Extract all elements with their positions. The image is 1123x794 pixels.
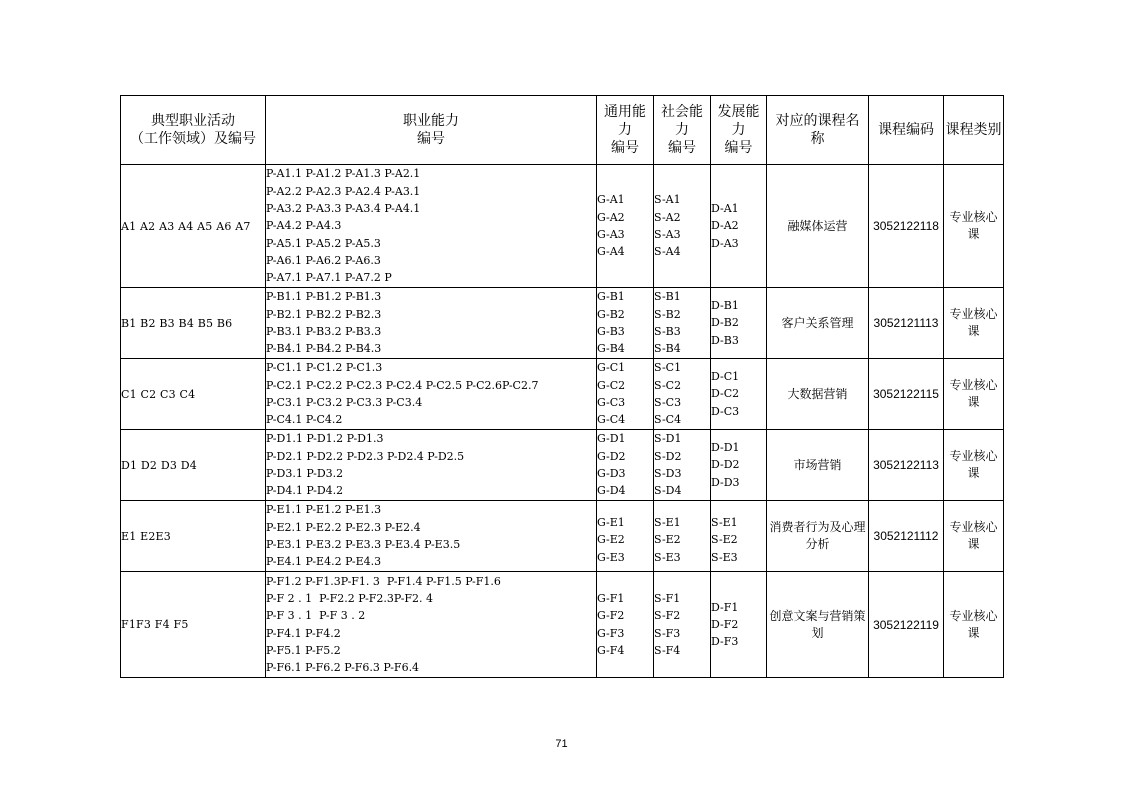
course-type-cell: 专业核心 课 [944,572,1004,678]
course-code-cell: 3052122118 [869,165,944,288]
course-code-cell: 3052121113 [869,288,944,359]
table-row [121,288,1004,359]
header-activity: 典型职业活动 （工作领域）及编号 [121,96,266,165]
social-ability-cell: S-F1 S-F2 S-F3 S-F4 [654,572,711,678]
general-ability-cell: G-C1 G-C2 G-C3 G-C4 [597,359,654,430]
header-course-type: 课程类别 [944,96,1004,165]
course-type-cell: 专业核心 课 [944,165,1004,288]
table-row [121,501,1004,572]
activity-cell: C1 C2 C3 C4 [121,359,266,430]
course-code-cell: 3052122115 [869,359,944,430]
ability-cell: P-A1.1 P-A1.2 P-A1.3 P-A2.1 P-A2.2 P-A2.3 P-A2.4 P-A3.1 P-A3.2 P-A3.3 P-A3.4 P-A4.1 P-A4.2 P-A4.3 P-A5.1 P-A5.2 P-A5.3 P-A6.1 P-A6.2 P-A6.3 P-A7.1 P-A7.1 P-A7.2 P [266,165,597,288]
course-code-cell: 3052121112 [869,501,944,572]
course-name-cell: 大数据营销 [767,359,869,430]
ability-cell: P-F1.2 P-F1.3P-F1. 3 P-F1.4 P-F1.5 P-F1.6 P-F 2 . 1 P-F2.2 P-F2.3P-F2. 4 P-F 3 . 1 P-F 3 . 2 P-F4.1 P-F4.2 P-F5.1 P-F5.2 P-F6.1 P-F6.2 P-F6.3 P-F6.4 [266,572,597,678]
course-name-cell: 创意文案与营销策 划 [767,572,869,678]
ability-cell: P-E1.1 P-E1.2 P-E1.3 P-E2.1 P-E2.2 P-E2.3 P-E2.4 P-E3.1 P-E3.2 P-E3.3 P-E3.4 P-E3.5 P-E4.1 P-E4.2 P-E4.3 [266,501,597,572]
general-ability-cell: G-D1 G-D2 G-D3 G-D4 [597,430,654,501]
social-ability-cell: S-A1 S-A2 S-A3 S-A4 [654,165,711,288]
activity-cell: B1 B2 B3 B4 B5 B6 [121,288,266,359]
course-name-cell: 消费者行为及心理 分析 [767,501,869,572]
table-row [121,572,1004,678]
general-ability-cell: G-B1 G-B2 G-B3 G-B4 [597,288,654,359]
social-ability-cell: S-D1 S-D2 S-D3 S-D4 [654,430,711,501]
activity-cell: F1F3 F4 F5 [121,572,266,678]
course-name-cell: 客户关系管理 [767,288,869,359]
development-ability-cell: D-A1 D-A2 D-A3 [711,165,767,288]
ability-cell: P-D1.1 P-D1.2 P-D1.3 P-D2.1 P-D2.2 P-D2.3 P-D2.4 P-D2.5 P-D3.1 P-D3.2 P-D4.1 P-D4.2 [266,430,597,501]
course-code-cell: 3052122119 [869,572,944,678]
social-ability-cell: S-E1 S-E2 S-E3 [654,501,711,572]
activity-cell: D1 D2 D3 D4 [121,430,266,501]
development-ability-cell: S-E1 S-E2 S-E3 [711,501,767,572]
course-type-cell: 专业核心 课 [944,501,1004,572]
activity-cell: A1 A2 A3 A4 A5 A6 A7 [121,165,266,288]
ability-cell: P-B1.1 P-B1.2 P-B1.3 P-B2.1 P-B2.2 P-B2.3 P-B3.1 P-B3.2 P-B3.3 P-B4.1 P-B4.2 P-B4.3 [266,288,597,359]
header-general: 通用能 力 编号 [597,96,654,165]
social-ability-cell: S-C1 S-C2 S-C3 S-C4 [654,359,711,430]
course-type-cell: 专业核心 课 [944,359,1004,430]
development-ability-cell: D-D1 D-D2 D-D3 [711,430,767,501]
page-number: 71 [555,738,568,750]
general-ability-cell: G-E1 G-E2 G-E3 [597,501,654,572]
header-development: 发展能 力 编号 [711,96,767,165]
course-type-cell: 专业核心 课 [944,430,1004,501]
course-type-cell: 专业核心 课 [944,288,1004,359]
ability-cell: P-C1.1 P-C1.2 P-C1.3 P-C2.1 P-C2.2 P-C2.3 P-C2.4 P-C2.5 P-C2.6P-C2.7 P-C3.1 P-C3.2 P-C3.3 P-C3.4 P-C4.1 P-C4.2 [266,359,597,430]
header-ability: 职业能力 编号 [266,96,597,165]
header-course-code: 课程编码 [869,96,944,165]
general-ability-cell: G-A1 G-A2 G-A3 G-A4 [597,165,654,288]
table-header-row [121,96,1004,165]
development-ability-cell: D-B1 D-B2 D-B3 [711,288,767,359]
table-row [121,165,1004,288]
table-row [121,430,1004,501]
activity-cell: E1 E2E3 [121,501,266,572]
header-social: 社会能 力 编号 [654,96,711,165]
development-ability-cell: D-F1 D-F2 D-F3 [711,572,767,678]
course-name-cell: 市场营销 [767,430,869,501]
course-code-cell: 3052122113 [869,430,944,501]
course-name-cell: 融媒体运营 [767,165,869,288]
social-ability-cell: S-B1 S-B2 S-B3 S-B4 [654,288,711,359]
general-ability-cell: G-F1 G-F2 G-F3 G-F4 [597,572,654,678]
header-course-name: 对应的课程名 称 [767,96,869,165]
development-ability-cell: D-C1 D-C2 D-C3 [711,359,767,430]
table-row [121,359,1004,430]
curriculum-mapping-table [120,95,1004,678]
